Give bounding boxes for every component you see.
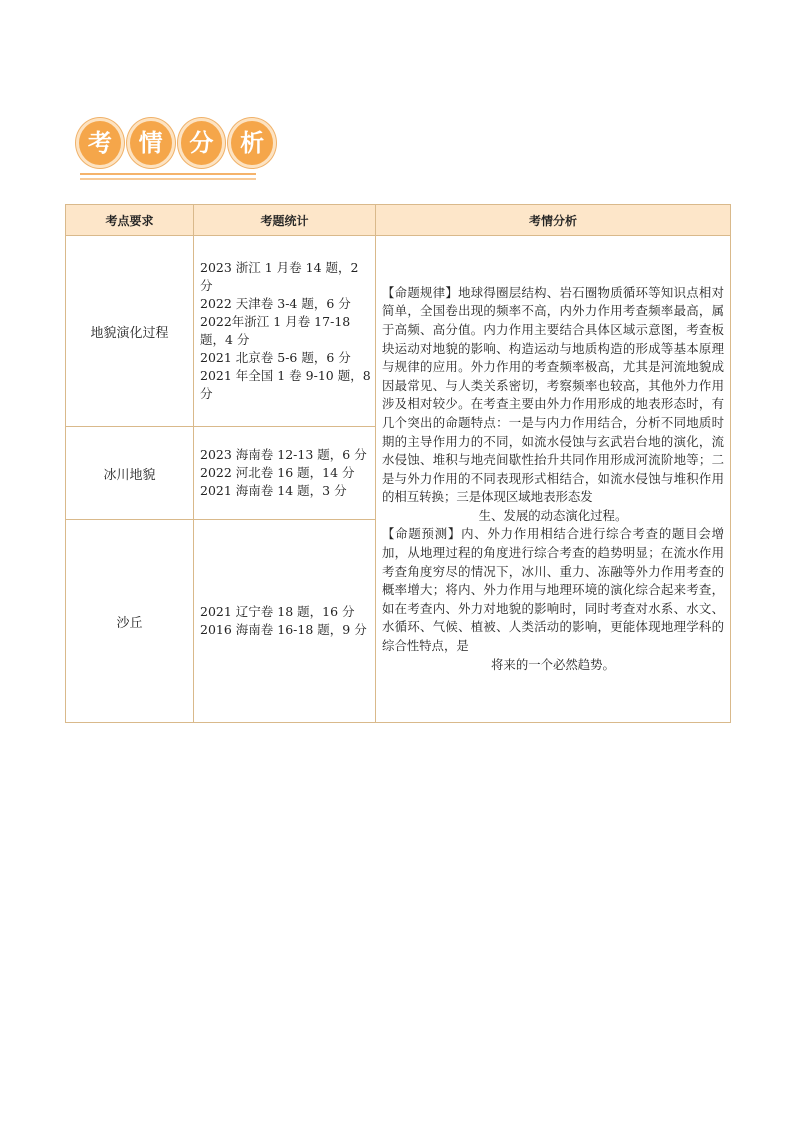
stats-cell bbox=[194, 427, 376, 520]
stat-line: 2022 河北卷 16 题，14 分 bbox=[200, 465, 355, 480]
section-title-badges bbox=[76, 118, 276, 168]
analysis-forecast: 【命题预测】内、外力作用相结合进行综合考查的题目会增加，从地理过程的角度进行综合考查的趋势明显；在流水作用考查角度穷尽的情况下，冰川、重力、冻融等外力作用考查的概率增大；将内、外力作用与地理环境的演化综合起来考查，如在考查内、外力对地貌的影响时，同时考查对水系、水文、水循环、气候、植被、人类活动的影响，更能体现地理学科的综合性特点，是 bbox=[382, 526, 724, 654]
stats-cell bbox=[194, 236, 376, 427]
header-point: 考点要求 bbox=[66, 205, 194, 236]
title-underline-secondary bbox=[80, 178, 256, 180]
point-cell: 冰川地貌 bbox=[66, 427, 194, 520]
title-char-3: 分 bbox=[178, 118, 226, 168]
analysis-rule-end: 生、发展的动态演化过程。 bbox=[478, 507, 628, 523]
title-underline bbox=[80, 173, 256, 175]
stat-line: 2023 浙江 1 月卷 14 题，2 分 bbox=[200, 260, 359, 293]
analysis-rule: 【命题规律】地球得圈层结构、岩石圈物质循环等知识点相对简单，全国卷出现的频率不高，内外力作用考查频率最高，属于高频、高分值。内力作用主要结合具体区域示意图，考查板块运动对地貌的影响、构造运动与地质构造的形成等基本原理与规律的应用。外力作用的考查频率极高，尤其是河流地貌成因最常见、与人类关系密切，考察频率也较高，其他外力作用涉及相对较少。在考查主要由外力作用形成的地表形态时，有几个突出的命题特点：一是与内力作用结合，分析不同地质时期的主导作用力的不同，如流水侵蚀与玄武岩台地的演化，流水侵蚀、堆积与地壳间歇性抬升共同作用形成河流阶地等；二是与外力作用的不同表现形式相结合，如流水侵蚀与堆积作用的相互转换；三是体现区域地表形态发 bbox=[382, 284, 724, 505]
exam-analysis-table bbox=[65, 204, 731, 723]
stat-line: 2016 海南卷 16-18 题，9 分 bbox=[200, 622, 367, 637]
stat-line: 2021 辽宁卷 18 题，16 分 bbox=[200, 604, 355, 619]
stat-line: 2023 海南卷 12-13 题，6 分 bbox=[200, 447, 367, 462]
analysis-forecast-end: 将来的一个必然趋势。 bbox=[491, 656, 615, 672]
analysis-cell bbox=[376, 236, 731, 723]
table-row bbox=[66, 236, 731, 427]
point-cell: 地貌演化过程 bbox=[66, 236, 194, 427]
section-title bbox=[76, 118, 276, 182]
stat-line: 2022 天津卷 3-4 题，6 分 bbox=[200, 296, 351, 311]
table-header-row bbox=[66, 205, 731, 236]
stat-line: 2021 年全国 1 卷 9-10 题，8 分 bbox=[200, 368, 371, 401]
title-char-2: 情 bbox=[127, 118, 175, 168]
title-char-4: 析 bbox=[228, 118, 276, 168]
header-stats: 考题统计 bbox=[194, 205, 376, 236]
stat-line: 2021 北京卷 5-6 题，6 分 bbox=[200, 350, 351, 365]
stat-line: 2022年浙江 1 月卷 17-18题，4 分 bbox=[200, 314, 351, 347]
stats-cell bbox=[194, 520, 376, 723]
stat-line: 2021 海南卷 14 题，3 分 bbox=[200, 483, 347, 498]
header-analysis: 考情分析 bbox=[376, 205, 731, 236]
title-char-1: 考 bbox=[76, 118, 124, 168]
point-cell: 沙丘 bbox=[66, 520, 194, 723]
